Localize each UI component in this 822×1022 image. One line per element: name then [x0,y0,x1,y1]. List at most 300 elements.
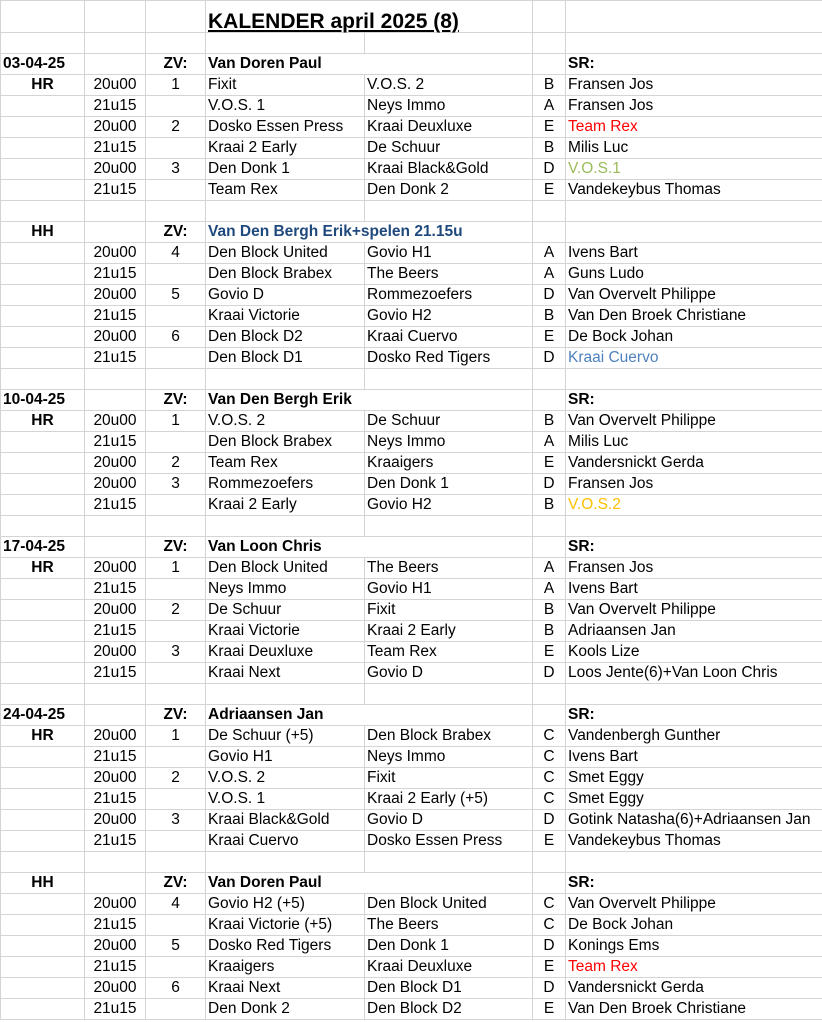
hall-code [1,348,85,369]
match-time: 21u15 [85,957,146,978]
supervisor-name: Van Den Bergh Erik [206,390,533,411]
away-team: Kraaigers [365,453,533,474]
spacer-row [1,852,822,873]
court-number [146,348,206,369]
match-time: 20u00 [85,159,146,180]
referee: De Bock Johan [566,327,822,348]
referee: Vandersnickt Gerda [566,978,822,999]
match-time: 21u15 [85,579,146,600]
court-number [146,915,206,936]
hall-code [1,243,85,264]
away-team: Govio H1 [365,243,533,264]
referee: Van Overvelt Philippe [566,894,822,915]
date-cell: 03-04-25 [1,54,85,75]
referee: Vandersnickt Gerda [566,453,822,474]
hall-code [1,789,85,810]
hall-code [1,327,85,348]
home-team: V.O.S. 2 [206,768,365,789]
match-time: 20u00 [85,558,146,579]
match-time: 21u15 [85,789,146,810]
court-number: 4 [146,894,206,915]
court-number [146,957,206,978]
away-team: Dosko Essen Press [365,831,533,852]
referee: Smet Eggy [566,789,822,810]
match-row [1,999,822,1020]
match-time: 20u00 [85,978,146,999]
match-row [1,789,822,810]
category: A [533,96,566,117]
hall-code [1,96,85,117]
court-number: 5 [146,936,206,957]
match-row [1,327,822,348]
referee: V.O.S.1 [566,159,822,180]
category: B [533,621,566,642]
date-cell: 10-04-25 [1,390,85,411]
home-team: Kraai Victorie (+5) [206,915,365,936]
court-number: 2 [146,453,206,474]
match-time: 21u15 [85,138,146,159]
category: A [533,264,566,285]
date-header-row [1,390,822,411]
sr-label: SR: [566,873,822,894]
match-time: 21u15 [85,180,146,201]
match-time: 21u15 [85,264,146,285]
home-team: Kraai Victorie [206,621,365,642]
hall-code [1,936,85,957]
court-number [146,831,206,852]
home-team: De Schuur (+5) [206,726,365,747]
referee: Milis Luc [566,432,822,453]
court-number [146,306,206,327]
referee: Guns Ludo [566,264,822,285]
hall-code [1,180,85,201]
away-team: Fixit [365,600,533,621]
hall-code [1,495,85,516]
referee: Kraai Cuervo [566,348,822,369]
sr-label: SR: [566,705,822,726]
match-row [1,936,822,957]
home-team: Kraai Next [206,978,365,999]
away-team: V.O.S. 2 [365,75,533,96]
match-time: 20u00 [85,768,146,789]
supervisor-name: Van Loon Chris [206,537,533,558]
referee: Vandekeybus Thomas [566,831,822,852]
referee: Vandekeybus Thomas [566,180,822,201]
referee: Ivens Bart [566,579,822,600]
away-team: The Beers [365,915,533,936]
home-team: Kraai 2 Early [206,495,365,516]
category: A [533,243,566,264]
away-team: Kraai Deuxluxe [365,117,533,138]
match-time: 21u15 [85,999,146,1020]
away-team: De Schuur [365,411,533,432]
hall-code [1,831,85,852]
zv-label: ZV: [146,873,206,894]
category: A [533,579,566,600]
home-team: Den Block Brabex [206,264,365,285]
away-team: Govio D [365,663,533,684]
hall-code [1,768,85,789]
category: A [533,558,566,579]
hall-code [1,999,85,1020]
match-time: 21u15 [85,831,146,852]
referee: Adriaansen Jan [566,621,822,642]
away-team: The Beers [365,558,533,579]
category: C [533,768,566,789]
court-number [146,138,206,159]
match-time: 20u00 [85,642,146,663]
match-row [1,75,822,96]
hall-code [1,579,85,600]
match-time: 20u00 [85,75,146,96]
date-header-row [1,54,822,75]
home-team: Kraai Cuervo [206,831,365,852]
hall-code: HR [1,411,85,432]
match-row [1,579,822,600]
court-number [146,747,206,768]
referee: Ivens Bart [566,243,822,264]
match-time: 20u00 [85,453,146,474]
match-row [1,726,822,747]
referee: Fransen Jos [566,474,822,495]
away-team: Govio D [365,810,533,831]
hall-code: HR [1,726,85,747]
date-header-row [1,537,822,558]
supervisor-name: Van Doren Paul [206,873,533,894]
court-number [146,999,206,1020]
match-time: 20u00 [85,894,146,915]
match-row [1,348,822,369]
court-number: 3 [146,642,206,663]
home-team: Dosko Red Tigers [206,936,365,957]
home-team: De Schuur [206,600,365,621]
match-row [1,180,822,201]
referee: Team Rex [566,957,822,978]
spacer-row [1,33,822,54]
home-team: V.O.S. 2 [206,411,365,432]
home-team: Team Rex [206,453,365,474]
referee: Vandenbergh Gunther [566,726,822,747]
court-number: 6 [146,327,206,348]
hall-code [1,957,85,978]
home-team: Den Block D1 [206,348,365,369]
category: E [533,999,566,1020]
court-number [146,621,206,642]
court-number: 4 [146,243,206,264]
home-team: Kraaigers [206,957,365,978]
spacer-row [1,201,822,222]
referee: Smet Eggy [566,768,822,789]
court-number [146,789,206,810]
away-team: Neys Immo [365,432,533,453]
hall-code [1,306,85,327]
category: C [533,789,566,810]
match-time: 21u15 [85,348,146,369]
category: D [533,663,566,684]
category: D [533,474,566,495]
match-row [1,432,822,453]
court-number [146,180,206,201]
away-team: Den Donk 1 [365,474,533,495]
home-team: Govio H1 [206,747,365,768]
category: E [533,180,566,201]
court-number: 3 [146,474,206,495]
category: A [533,432,566,453]
referee: Gotink Natasha(6)+Adriaansen Jan [566,810,822,831]
match-row [1,621,822,642]
match-row [1,663,822,684]
zv-label: ZV: [146,222,206,243]
match-time: 21u15 [85,96,146,117]
category: B [533,411,566,432]
away-team: Dosko Red Tigers [365,348,533,369]
zv-label: ZV: [146,705,206,726]
away-team: Neys Immo [365,96,533,117]
match-row [1,474,822,495]
date-header-row [1,873,822,894]
date-header-row [1,222,822,243]
home-team: V.O.S. 1 [206,789,365,810]
date-cell: HH [1,222,85,243]
spacer-row [1,684,822,705]
home-team: Kraai Next [206,663,365,684]
home-team: Fixit [206,75,365,96]
hall-code [1,264,85,285]
category: C [533,747,566,768]
home-team: V.O.S. 1 [206,96,365,117]
zv-label: ZV: [146,390,206,411]
match-time: 21u15 [85,621,146,642]
home-team: Den Block United [206,243,365,264]
category: B [533,75,566,96]
referee: Van Overvelt Philippe [566,285,822,306]
zv-label: ZV: [146,537,206,558]
match-row [1,159,822,180]
category: B [533,138,566,159]
match-row [1,243,822,264]
hall-code [1,117,85,138]
home-team: Den Block D2 [206,327,365,348]
match-time: 20u00 [85,810,146,831]
match-row [1,306,822,327]
hall-code [1,915,85,936]
away-team: Rommezoefers [365,285,533,306]
spacer-row [1,516,822,537]
match-row [1,747,822,768]
court-number [146,432,206,453]
category: D [533,810,566,831]
category: E [533,831,566,852]
referee: Fransen Jos [566,96,822,117]
match-time: 20u00 [85,411,146,432]
referee: Van Den Broek Christiane [566,306,822,327]
category: B [533,600,566,621]
match-time: 20u00 [85,600,146,621]
category: D [533,936,566,957]
category: B [533,495,566,516]
match-time: 21u15 [85,663,146,684]
match-row [1,768,822,789]
sr-label: SR: [566,390,822,411]
sr-label [566,222,822,243]
match-row [1,915,822,936]
referee: Van Den Broek Christiane [566,999,822,1020]
hall-code [1,978,85,999]
court-number [146,663,206,684]
home-team: Govio H2 (+5) [206,894,365,915]
referee: De Bock Johan [566,915,822,936]
home-team: Govio D [206,285,365,306]
title-row [1,1,822,33]
supervisor-name: Adriaansen Jan [206,705,533,726]
court-number: 2 [146,768,206,789]
home-team: Kraai Victorie [206,306,365,327]
away-team: Team Rex [365,642,533,663]
match-row [1,600,822,621]
hall-code [1,642,85,663]
match-row [1,117,822,138]
court-number: 1 [146,558,206,579]
category: C [533,726,566,747]
away-team: Kraai Deuxluxe [365,957,533,978]
away-team: Govio H2 [365,495,533,516]
match-row [1,285,822,306]
away-team: The Beers [365,264,533,285]
hall-code [1,285,85,306]
referee: Ivens Bart [566,747,822,768]
match-time: 21u15 [85,915,146,936]
hall-code [1,621,85,642]
sheet-title: KALENDER april 2025 (8) [206,1,533,33]
category: C [533,915,566,936]
home-team: Den Donk 1 [206,159,365,180]
spacer-row [1,369,822,390]
date-cell: 17-04-25 [1,537,85,558]
match-row [1,978,822,999]
match-time: 21u15 [85,747,146,768]
match-row [1,138,822,159]
hall-code [1,138,85,159]
category: B [533,306,566,327]
date-cell: 24-04-25 [1,705,85,726]
date-cell: HH [1,873,85,894]
category: E [533,957,566,978]
match-time: 20u00 [85,243,146,264]
away-team: Den Donk 1 [365,936,533,957]
court-number [146,579,206,600]
match-time: 20u00 [85,474,146,495]
match-row [1,642,822,663]
category: E [533,453,566,474]
referee: Kools Lize [566,642,822,663]
home-team: Neys Immo [206,579,365,600]
home-team: Rommezoefers [206,474,365,495]
away-team: De Schuur [365,138,533,159]
away-team: Kraai Cuervo [365,327,533,348]
hall-code [1,894,85,915]
away-team: Den Donk 2 [365,180,533,201]
home-team: Team Rex [206,180,365,201]
away-team: Govio H1 [365,579,533,600]
category: D [533,348,566,369]
away-team: Kraai Black&Gold [365,159,533,180]
hall-code: HR [1,558,85,579]
away-team: Den Block D1 [365,978,533,999]
sr-label: SR: [566,537,822,558]
hall-code [1,663,85,684]
referee: V.O.S.2 [566,495,822,516]
referee: Milis Luc [566,138,822,159]
court-number: 1 [146,726,206,747]
away-team: Govio H2 [365,306,533,327]
court-number: 3 [146,159,206,180]
home-team: Den Donk 2 [206,999,365,1020]
match-time: 21u15 [85,306,146,327]
referee: Van Overvelt Philippe [566,411,822,432]
match-time: 21u15 [85,495,146,516]
match-row [1,96,822,117]
referee: Van Overvelt Philippe [566,600,822,621]
away-team: Neys Immo [365,747,533,768]
court-number: 2 [146,117,206,138]
match-time: 20u00 [85,936,146,957]
match-row [1,558,822,579]
match-time: 20u00 [85,285,146,306]
home-team: Den Block United [206,558,365,579]
referee: Fransen Jos [566,558,822,579]
referee: Loos Jente(6)+Van Loon Chris [566,663,822,684]
match-time: 20u00 [85,117,146,138]
match-row [1,894,822,915]
match-row [1,411,822,432]
hall-code [1,453,85,474]
court-number [146,495,206,516]
category: E [533,642,566,663]
away-team: Den Block United [365,894,533,915]
match-time: 20u00 [85,726,146,747]
category: C [533,894,566,915]
match-row [1,264,822,285]
category: D [533,285,566,306]
court-number [146,96,206,117]
court-number: 3 [146,810,206,831]
referee: Konings Ems [566,936,822,957]
hall-code [1,159,85,180]
hall-code [1,747,85,768]
sr-label: SR: [566,54,822,75]
home-team: Kraai Deuxluxe [206,642,365,663]
home-team: Dosko Essen Press [206,117,365,138]
hall-code [1,600,85,621]
match-time: 20u00 [85,327,146,348]
away-team: Den Block Brabex [365,726,533,747]
match-row [1,831,822,852]
match-time: 21u15 [85,432,146,453]
date-header-row [1,705,822,726]
court-number [146,264,206,285]
court-number: 1 [146,411,206,432]
hall-code [1,810,85,831]
category: E [533,117,566,138]
away-team: Fixit [365,768,533,789]
supervisor-name: Van Den Bergh Erik+spelen 21.15u [206,222,533,243]
referee: Team Rex [566,117,822,138]
court-number: 1 [146,75,206,96]
hall-code [1,432,85,453]
court-number: 5 [146,285,206,306]
supervisor-name: Van Doren Paul [206,54,533,75]
court-number: 6 [146,978,206,999]
